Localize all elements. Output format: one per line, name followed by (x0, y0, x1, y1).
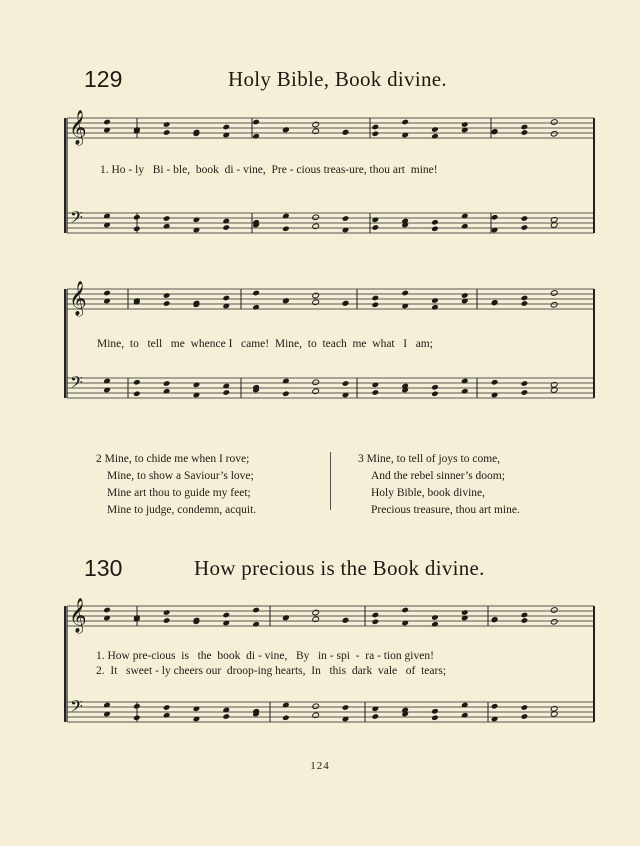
notehead (491, 214, 499, 221)
notehead (163, 300, 171, 307)
notehead (401, 303, 409, 310)
notehead (491, 703, 499, 710)
notehead (282, 702, 290, 709)
notehead (491, 128, 499, 135)
notehead (461, 223, 469, 230)
notehead (401, 132, 409, 139)
notehead (133, 614, 141, 621)
notehead (133, 128, 141, 135)
notehead (431, 390, 439, 397)
notehead (133, 225, 141, 232)
notehead (222, 707, 230, 714)
notehead (431, 614, 439, 621)
notehead (550, 607, 558, 614)
notehead (133, 714, 141, 721)
notehead (312, 128, 320, 135)
notehead (252, 290, 260, 297)
lyrics-line: 2. It sweet - ly cheers our droop-ing hearts, In this dark vale of tears; (96, 665, 447, 677)
notehead (550, 618, 558, 625)
notehead (461, 378, 469, 385)
notehead (312, 223, 320, 230)
notehead (401, 707, 409, 714)
treble-clef: 𝄞 (69, 281, 87, 316)
notehead (491, 227, 499, 234)
lyrics-line: 1. How pre-cious is the book di - vine, By in - spi - ra - tion given! (96, 650, 434, 662)
notehead (282, 614, 290, 621)
notehead (312, 712, 320, 719)
notehead (193, 300, 201, 307)
verse-line: And the rebel sinner’s doom; (371, 470, 505, 482)
notehead (491, 392, 499, 399)
notehead (521, 124, 529, 131)
notehead (163, 380, 171, 387)
notehead (312, 616, 320, 623)
notehead (222, 383, 230, 390)
notehead (401, 607, 409, 614)
notehead (222, 713, 230, 720)
notehead (103, 711, 111, 718)
notehead (550, 301, 558, 308)
hymn-title: How precious is the Book divine. (194, 556, 485, 580)
notehead (252, 621, 260, 628)
notehead (461, 127, 469, 134)
notehead (163, 129, 171, 136)
notehead (193, 130, 201, 137)
notehead (312, 703, 320, 710)
notehead (461, 213, 469, 220)
verse-line: Mine, to show a Saviour’s love; (107, 470, 254, 482)
notehead (133, 616, 141, 623)
notehead (193, 716, 201, 723)
notehead (252, 219, 260, 226)
notehead (461, 712, 469, 719)
notehead (550, 387, 558, 394)
notehead (342, 215, 350, 222)
notehead (550, 119, 558, 126)
notehead (193, 227, 201, 234)
notehead (521, 295, 529, 302)
notehead (133, 126, 141, 133)
notehead (103, 298, 111, 305)
notehead (372, 389, 380, 396)
notehead (282, 126, 290, 133)
notehead (133, 379, 141, 386)
verse-line: 3 Mine, to tell of joys to come, (358, 453, 501, 465)
verse-line: Precious treasure, thou art mine. (371, 504, 520, 516)
verse-3 (358, 451, 520, 519)
notehead (372, 618, 380, 625)
notehead (521, 300, 529, 307)
notehead (252, 304, 260, 311)
notehead (252, 384, 260, 391)
notehead (163, 215, 171, 222)
verse-line: Holy Bible, book divine, (371, 487, 486, 499)
notehead (521, 224, 529, 231)
notehead (163, 223, 171, 230)
notehead (372, 224, 380, 231)
notehead (491, 616, 499, 623)
verse-2 (96, 451, 256, 519)
treble-clef: 𝄞 (69, 598, 87, 633)
notehead (193, 705, 201, 712)
notehead (372, 124, 380, 131)
notehead (550, 381, 558, 388)
notehead (133, 297, 141, 304)
notehead (282, 378, 290, 385)
notehead (461, 298, 469, 305)
notehead (461, 388, 469, 395)
notehead (252, 387, 260, 394)
notehead (550, 222, 558, 229)
notehead (491, 299, 499, 306)
treble-clef: 𝄞 (69, 110, 87, 145)
notehead (401, 711, 409, 718)
notehead (342, 392, 350, 399)
lyrics-line: Mine, to tell me whence I came! Mine, to teach me what I am; (97, 338, 433, 350)
notehead (491, 379, 499, 386)
notehead (193, 216, 201, 223)
notehead (342, 129, 350, 136)
notehead (103, 615, 111, 622)
notehead (372, 713, 380, 720)
notehead (431, 304, 439, 311)
bass-clef: 𝄢 (70, 207, 83, 231)
notehead (461, 615, 469, 622)
notehead (193, 301, 201, 308)
notehead (133, 703, 141, 710)
notehead (342, 617, 350, 624)
notehead (103, 702, 111, 709)
notehead (372, 381, 380, 388)
notehead (521, 389, 529, 396)
notehead (461, 121, 469, 128)
notehead (401, 218, 409, 225)
notehead (372, 705, 380, 712)
page-number: 124 (310, 760, 330, 772)
notehead (163, 292, 171, 299)
notehead (193, 617, 201, 624)
notehead (431, 297, 439, 304)
notehead (252, 119, 260, 126)
notehead (222, 218, 230, 225)
notehead (312, 379, 320, 386)
notehead (342, 300, 350, 307)
clefs (69, 110, 87, 720)
notehead (401, 290, 409, 297)
notehead (521, 215, 529, 222)
notehead (282, 615, 290, 622)
notehead (133, 390, 141, 397)
notehead (550, 705, 558, 712)
notehead (103, 119, 111, 126)
notehead (222, 612, 230, 619)
notehead (461, 292, 469, 299)
notehead (222, 224, 230, 231)
hymn-number: 129 (84, 66, 123, 92)
notehead (312, 299, 320, 306)
notehead (282, 298, 290, 305)
notehead (342, 704, 350, 711)
notehead (222, 303, 230, 310)
notehead (163, 388, 171, 395)
notehead (372, 295, 380, 302)
notehead (491, 716, 499, 723)
hymn-title: Holy Bible, Book divine. (228, 67, 447, 91)
notehead (401, 119, 409, 126)
notehead (401, 383, 409, 390)
staff-lines (67, 118, 594, 722)
notehead (312, 609, 320, 616)
notehead (491, 129, 499, 136)
notehead (521, 612, 529, 619)
notehead (550, 216, 558, 223)
notehead (431, 714, 439, 721)
notehead (342, 617, 350, 624)
notehead (103, 213, 111, 220)
notehead (491, 300, 499, 307)
notehead (431, 126, 439, 133)
notehead (163, 609, 171, 616)
notehead (431, 133, 439, 140)
notehead (521, 129, 529, 136)
barlines (65, 118, 594, 722)
notehead (133, 214, 141, 221)
notehead (193, 129, 201, 136)
verse-line: Mine to judge, condemn, acquit. (107, 504, 257, 516)
verse-line: 2 Mine, to chide me when I rove; (96, 453, 250, 465)
notehead (282, 390, 290, 397)
notehead (372, 130, 380, 137)
notehead (342, 227, 350, 234)
notehead (252, 711, 260, 718)
notehead (550, 290, 558, 297)
notehead (372, 301, 380, 308)
notehead (222, 295, 230, 302)
notehead (550, 130, 558, 137)
notehead (163, 712, 171, 719)
notehead (431, 384, 439, 391)
notehead (521, 617, 529, 624)
notehead (550, 711, 558, 718)
notehead (103, 378, 111, 385)
notehead (461, 702, 469, 709)
notehead (312, 121, 320, 128)
notehead (193, 392, 201, 399)
notehead (401, 222, 409, 229)
notehead (252, 607, 260, 614)
notehead (103, 222, 111, 229)
notehead (252, 133, 260, 140)
notehead (401, 387, 409, 394)
notehead (461, 609, 469, 616)
notehead (372, 612, 380, 619)
notehead (521, 713, 529, 720)
notehead (163, 121, 171, 128)
notehead (133, 299, 141, 306)
verse-divider (330, 452, 331, 510)
notehead (372, 216, 380, 223)
notehead (431, 225, 439, 232)
notehead (521, 704, 529, 711)
bass-clef: 𝄢 (70, 372, 83, 396)
notehead (193, 381, 201, 388)
notehead (312, 214, 320, 221)
notehead (193, 618, 201, 625)
notehead (431, 219, 439, 226)
notehead (342, 129, 350, 136)
notehead (491, 617, 499, 624)
hymn-number: 130 (84, 555, 123, 581)
notehead (103, 607, 111, 614)
notehead (222, 132, 230, 139)
notehead (431, 708, 439, 715)
notehead (282, 714, 290, 721)
notehead (282, 213, 290, 220)
notehead (103, 127, 111, 134)
notehead (252, 222, 260, 229)
notehead (342, 380, 350, 387)
notehead (342, 716, 350, 723)
notehead (431, 621, 439, 628)
notehead (252, 708, 260, 715)
notehead (222, 620, 230, 627)
notehead (282, 225, 290, 232)
notehead (282, 127, 290, 134)
notehead (163, 704, 171, 711)
notehead (103, 290, 111, 297)
verse-line: Mine art thou to guide my feet; (107, 487, 251, 499)
notehead (282, 297, 290, 304)
notehead (312, 388, 320, 395)
notehead (222, 124, 230, 131)
notehead (103, 387, 111, 394)
notehead (312, 292, 320, 299)
notehead (222, 389, 230, 396)
notehead (521, 380, 529, 387)
notes (103, 119, 558, 723)
lyrics-line: 1. Ho - ly Bi - ble, book di - vine, Pre - cious treas-ure, thou art mine! (100, 164, 438, 176)
notehead (401, 620, 409, 627)
bass-clef: 𝄢 (70, 696, 83, 720)
notehead (342, 300, 350, 307)
notehead (163, 617, 171, 624)
